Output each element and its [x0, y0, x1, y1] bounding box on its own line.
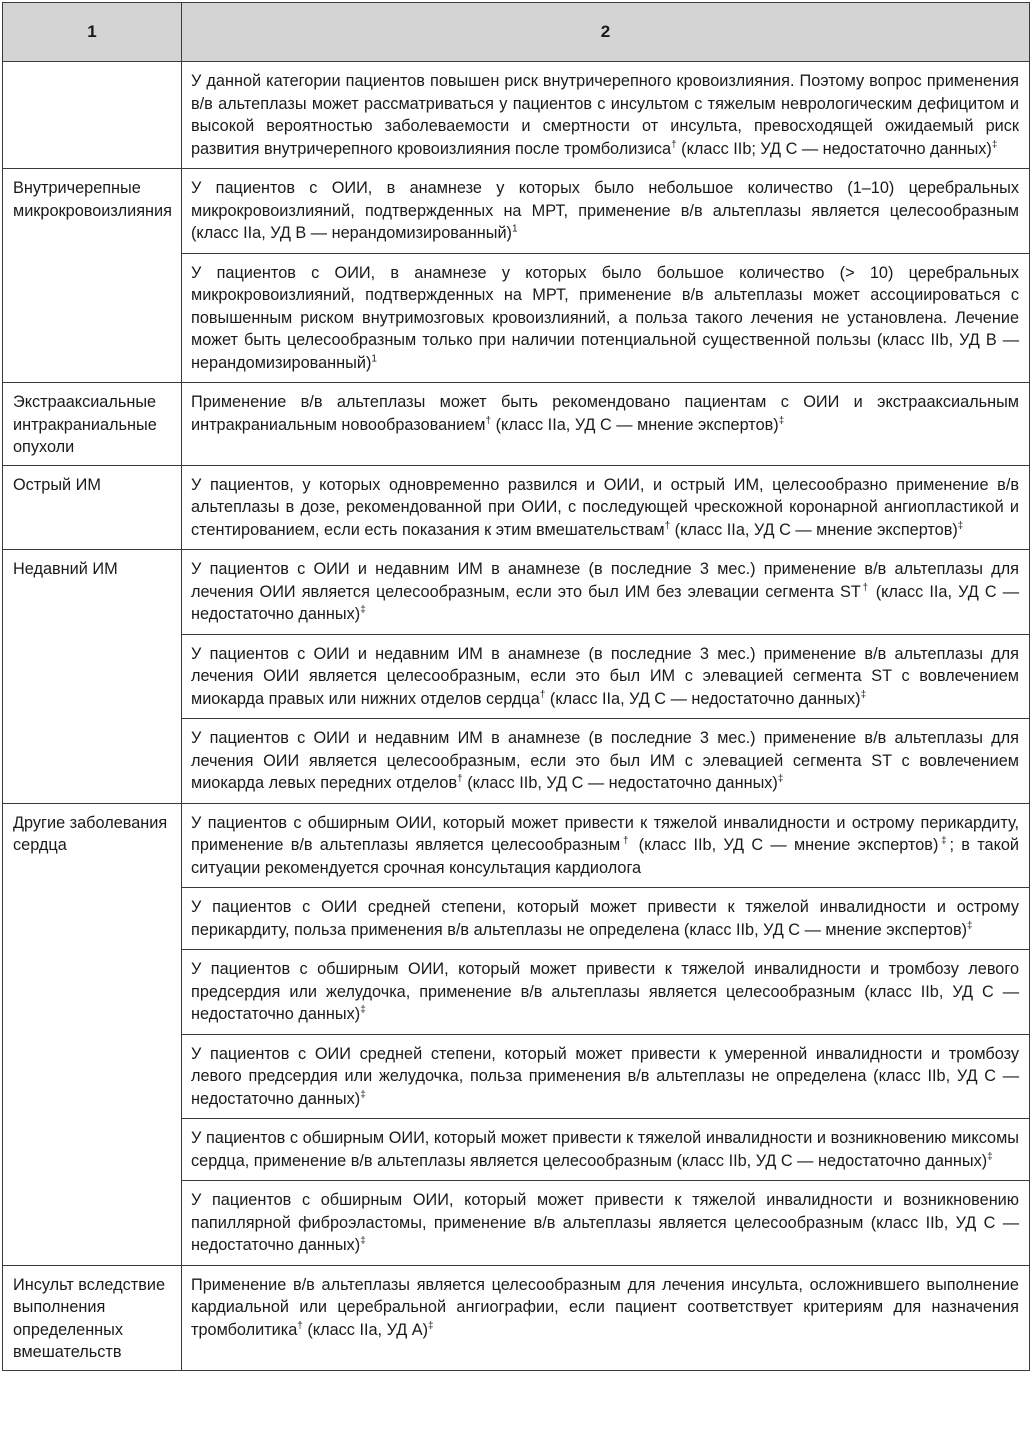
- condition-cell: Другие заболевания сердца: [3, 803, 182, 1265]
- footnote-mark: ‡: [991, 139, 998, 151]
- recommendation-cell: [182, 1181, 1030, 1266]
- recommendation-text: У пациентов с ОИИ и недавним ИМ в анамнезе (в последние 3 мес.) применение в/в альтеплазы для лечения ОИИ является целесообразным, если это был ИМ без элевации сегмента ST: [191, 560, 1019, 601]
- recommendation-text: У пациентов с обширным ОИИ, который может привести к тяжелой инвалидности и острому перикардиту, применение в/в альтеплазы является целесообразным: [191, 813, 1019, 854]
- table-row: [3, 383, 1030, 466]
- footnote-mark: 1: [371, 353, 377, 365]
- recommendation-cell: [182, 1034, 1030, 1119]
- footnote-mark: 1: [511, 223, 518, 235]
- footnote-mark: †: [297, 1320, 303, 1332]
- footnote-mark: ‡: [860, 689, 867, 701]
- recommendation-cell: [182, 383, 1030, 466]
- table-row: [3, 62, 1030, 169]
- footnote-mark: †: [539, 689, 546, 701]
- table-row: [3, 550, 1030, 635]
- recommendation-text: У данной категории пациентов повышен риск внутричерепного кровоизлияния. Поэтому вопрос применения в/в альтеплазы может рассматриваться у пациентов с инсультом с тяжелым неврологическим дефицитом и высокой вероятностью заболеваемости и смертности от инсульта, превосходящей ожидаемый риск развития внутричерепного кровоизлияния после тромболизиса: [191, 72, 1019, 158]
- recommendation-cell: [182, 803, 1030, 888]
- table-row: [3, 803, 1030, 888]
- condition-cell: Инсульт вследствие выполнения определенных вмешательств: [3, 1265, 182, 1370]
- footnote-mark: ‡: [428, 1320, 434, 1332]
- recommendation-class: (класс IIa, УД C — недостаточно данных): [545, 689, 861, 708]
- condition-cell: Экстрааксиальные интракраниальные опухоли: [3, 383, 182, 466]
- recommendation-cell: [182, 62, 1030, 169]
- footnote-mark: †: [485, 415, 492, 427]
- recommendation-cell: [182, 719, 1030, 804]
- recommendation-cell: [182, 169, 1030, 254]
- recommendation-text: У пациентов с обширным ОИИ, который может привести к тяжелой инвалидности и возникновению папиллярной фиброэластомы, применение в/в альтеплазы является целесообразным (класс IIb, УД C — недостаточно данных): [191, 1191, 1019, 1254]
- recommendation-class: (класс IIa, УД A): [302, 1320, 429, 1339]
- footnote-mark: ‡: [360, 1235, 366, 1247]
- recommendation-cell: [182, 465, 1030, 550]
- recommendation-cell: [182, 1265, 1030, 1370]
- recommendation-text: Применение в/в альтеплазы является целесообразным для лечения инсульта, осложнившего выполнение кардиальной или церебральной ангиографии, если пациент соответствует критериям для назначения тромболитика: [191, 1275, 1019, 1339]
- footnote-mark: ‡: [360, 1089, 366, 1101]
- condition-cell: Недавний ИМ: [3, 550, 182, 804]
- footnote-mark: †: [620, 835, 632, 847]
- footnote-mark: ‡: [360, 1004, 366, 1016]
- footnote-mark: †: [457, 773, 463, 785]
- recommendation-text: У пациентов с ОИИ средней степени, который может привести к умеренной инвалидности и тромбозу левого предсердия или желудочка, польза применения в/в альтеплазы не определена (класс IIb, УД C — недостаточно данных): [191, 1044, 1019, 1108]
- recommendation-class: (класс IIb, УД C — недостаточно данных): [462, 774, 778, 792]
- recommendation-class: (класс IIb, УД C — мнение экспертов): [631, 836, 939, 854]
- recommendation-class: (класс IIb; УД C — недостаточно данных): [676, 139, 992, 158]
- recommendation-cell: [182, 253, 1030, 383]
- footnote-mark: ‡: [938, 835, 950, 847]
- footnote-mark: ‡: [777, 773, 784, 785]
- recommendation-class: (класс IIa, УД C — мнение экспертов): [670, 520, 958, 539]
- recommendation-text: У пациентов с ОИИ и недавним ИМ в анамнезе (в последние 3 мес.) применение в/в альтеплазы для лечения ОИИ является целесообразным, если это был ИМ с элевацией сегмента ST с вовлечением миокарда левых передних отделов: [191, 729, 1019, 792]
- footnote-mark: ‡: [778, 415, 785, 427]
- footnote-mark: ‡: [360, 604, 366, 616]
- recommendations-table: [2, 2, 1030, 1371]
- recommendation-cell: [182, 888, 1030, 950]
- recommendation-cell: [182, 634, 1030, 719]
- recommendation-text: У пациентов с обширным ОИИ, который может привести к тяжелой инвалидности и возникновению миксомы сердца, применение в/в альтеплазы является целесообразным (класс IIb, УД C — недостаточно данных): [191, 1129, 1019, 1170]
- recommendation-text: У пациентов, у которых одновременно развился и ОИИ, и острый ИМ, целесообразно применение в/в альтеплазы в дозе, рекомендованной при ОИИ, с последующей чрескожной коронарной ангиопластикой и стентированием, если есть показания к этим вмешательствам: [191, 475, 1019, 539]
- recommendation-class: (класс IIa, УД C — недостаточно данных): [191, 582, 1020, 623]
- recommendation-text: У пациентов с ОИИ, в анамнезе у которых было небольшое количество (1–10) церебральных микрокровоизлияний, подтвержденных на МРТ, применение в/в альтеплазы является целесообразным (класс IIa, УД B — нерандомизированный): [191, 179, 1019, 242]
- recommendation-cell: [182, 550, 1030, 635]
- recommendation-class: (класс IIa, УД C — мнение экспертов): [491, 415, 779, 434]
- footnote-mark: ‡: [957, 520, 964, 532]
- table-row: [3, 1265, 1030, 1370]
- footnote-mark: †: [664, 520, 671, 532]
- condition-cell: [3, 62, 182, 169]
- recommendation-text: У пациентов с ОИИ, в анамнезе у которых было большое количество (> 10) церебральных микрокровоизлияний, подтвержденных на МРТ, применение в/в альтеплазы может ассоциироваться с повышенным риском внутримозговых кровоизлияний, а польза такого лечения не установлена. Лечение может быть целесообразным только при наличии потенциальной существенной пользы (класс IIb, УД B — нерандомизированный): [191, 263, 1019, 372]
- footnote-mark: ‡: [987, 1151, 993, 1163]
- recommendation-text: У пациентов с ОИИ средней степени, который может привести к тяжелой инвалидности и острому перикардиту, польза применения в/в альтеплазы не определена (класс IIb, УД C — мнение экспертов): [191, 898, 1019, 939]
- column-header-1: 1: [3, 3, 182, 62]
- recommendation-cell: [182, 1119, 1030, 1181]
- table-row: [3, 169, 1030, 254]
- recommendation-cell: [182, 950, 1030, 1035]
- recommendation-note: ; в такой ситуации рекомендуется срочная консультация кардиолога: [191, 836, 1020, 877]
- recommendation-text: У пациентов с ОИИ и недавним ИМ в анамнезе (в последние 3 мес.) применение в/в альтеплазы для лечения ОИИ является целесообразным, если это был ИМ с элевацией сегмента ST с вовлечением миокарда правых или нижних отделов сердца: [191, 644, 1019, 708]
- table-row: [3, 465, 1030, 550]
- table-header-row: [3, 3, 1030, 62]
- column-header-2: 2: [182, 3, 1030, 62]
- footnote-mark: †: [671, 139, 677, 151]
- recommendation-text: У пациентов с обширным ОИИ, который может привести к тяжелой инвалидности и тромбозу левого предсердия или желудочка, применение в/в альтеплазы является целесообразным (класс IIb, УД C — недостаточно данных): [191, 960, 1019, 1023]
- condition-cell: Острый ИМ: [3, 465, 182, 550]
- condition-cell: Внутричерепные микрокровоизлияния: [3, 169, 182, 383]
- footnote-mark: †: [860, 582, 870, 594]
- recommendation-text: Применение в/в альтеплазы может быть рекомендовано пациентам с ОИИ и экстрааксиальным интракраниальным новообразованием: [191, 393, 1019, 434]
- footnote-mark: ‡: [967, 920, 973, 932]
